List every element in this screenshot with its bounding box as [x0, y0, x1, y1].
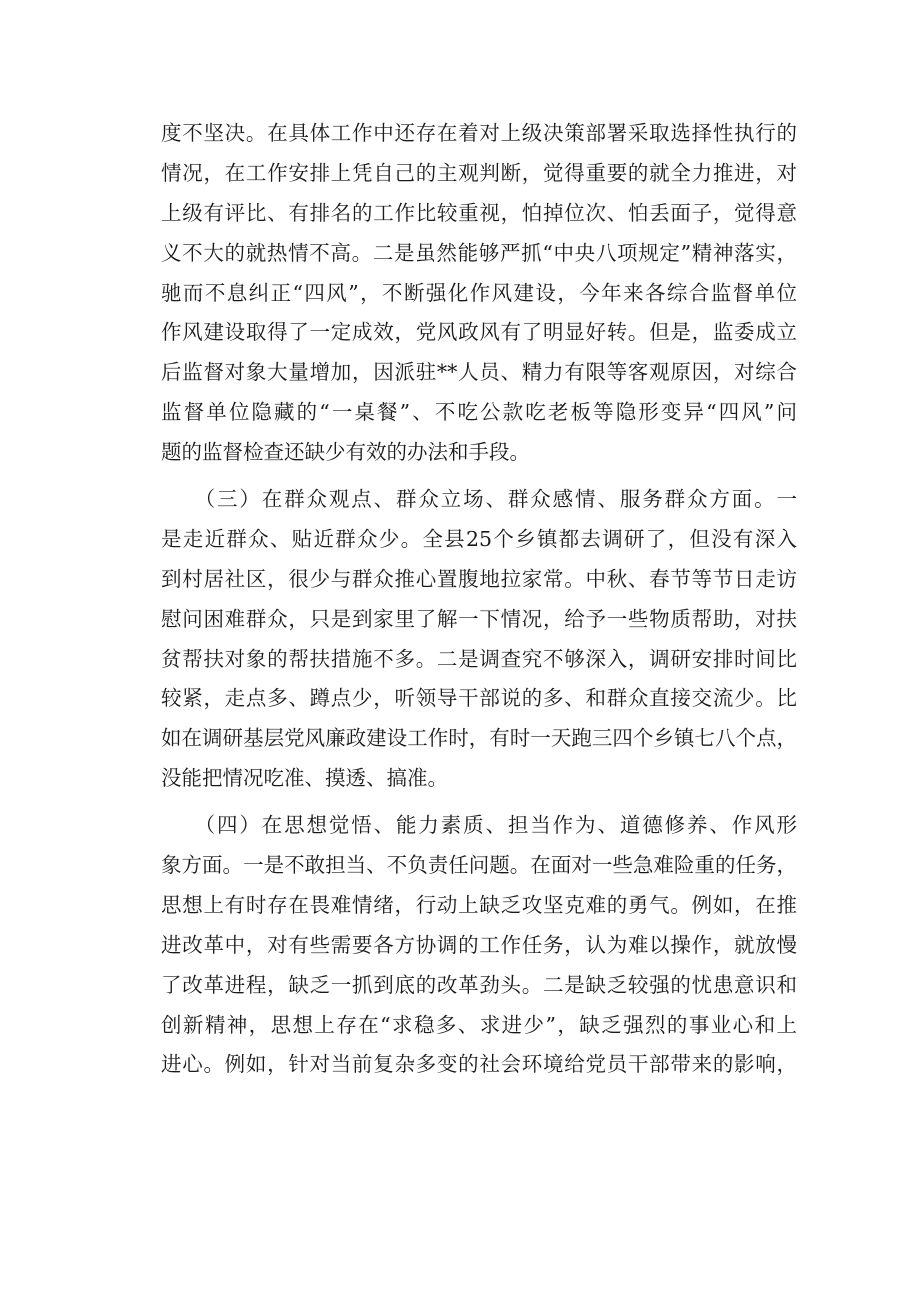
- paragraph-section-3: [161, 480, 797, 799]
- text-line: 驰而不息纠正“四风”，不断强化作风建设，今年来各综合监督单位: [161, 280, 797, 305]
- text-line: 了改革进程，缺乏一抓到底的改革劲头。二是缺乏较强的忧患意识和: [161, 972, 797, 997]
- text-line: 情况，在工作安排上凭自己的主观判断，觉得重要的就全力推进，对: [161, 160, 797, 185]
- text-line: 如在调研基层党风廉政建设工作时，有时一天跑三四个乡镇七八个点，: [161, 726, 797, 751]
- text-line: 到村居社区，很少与群众推心置腹地拉家常。中秋、春节等节日走访: [161, 566, 797, 591]
- text-line: 贫帮扶对象的帮扶措施不多。二是调查究不够深入，调研安排时间比: [161, 646, 797, 671]
- text-line: 思想上有时存在畏难情绪，行动上缺乏攻坚克难的勇气。例如，在推: [161, 892, 797, 917]
- text-line: 作风建设取得了一定成效，党风政风有了明显好转。但是，监委成立: [161, 320, 797, 345]
- text-line: 上级有评比、有排名的工作比较重视，怕掉位次、怕丢面子，觉得意: [161, 200, 797, 225]
- text-line: 较紧，走点多、蹲点少，听领导干部说的多、和群众直接交流少。比: [161, 686, 797, 711]
- text-line: （三）在群众观点、群众立场、群众感情、服务群众方面。一: [161, 487, 797, 512]
- text-line: （四）在思想觉悟、能力素质、担当作为、道德修养、作风形: [161, 813, 797, 838]
- text-line: 度不坚决。在具体工作中还存在着对上级决策部署采取选择性执行的: [161, 121, 797, 145]
- body-text: [161, 114, 797, 1085]
- paragraph-gap: [161, 799, 797, 806]
- text-line: 监督单位隐藏的“一桌餐”、不吃公款吃老板等隐形变异“四风”问: [161, 400, 797, 425]
- paragraph-continuation: [161, 114, 797, 473]
- text-line: 后监督对象大量增加，因派驻**人员、精力有限等客观原因，对综合: [161, 360, 797, 385]
- text-line: 进改革中，对有些需要各方协调的工作任务，认为难以操作，就放慢: [161, 932, 797, 957]
- text-line: 进心。例如，针对当前复杂多变的社会环境给党员干部带来的影响，: [161, 1052, 797, 1077]
- text-line: 象方面。一是不敢担当、不负责任问题。在面对一些急难险重的任务，: [161, 853, 797, 878]
- text-line: 是走近群众、贴近群众少。全县25个乡镇都去调研了，但没有深入: [161, 526, 797, 551]
- text-line: 创新精神，思想上存在“求稳多、求进少”，缺乏强烈的事业心和上: [161, 1012, 797, 1037]
- text-line: 题的监督检查还缺少有效的办法和手段。: [161, 440, 530, 465]
- paragraph-gap: [161, 473, 797, 480]
- paragraph-section-4: [161, 806, 797, 1085]
- text-line: 没能把情况吃准、摸透、搞准。: [161, 766, 448, 791]
- text-line: 义不大的就热情不高。二是虽然能够严抓“中央八项规定”精神落实，: [161, 240, 797, 265]
- text-line: 慰问困难群众，只是到家里了解一下情况，给予一些物质帮助，对扶: [161, 606, 797, 631]
